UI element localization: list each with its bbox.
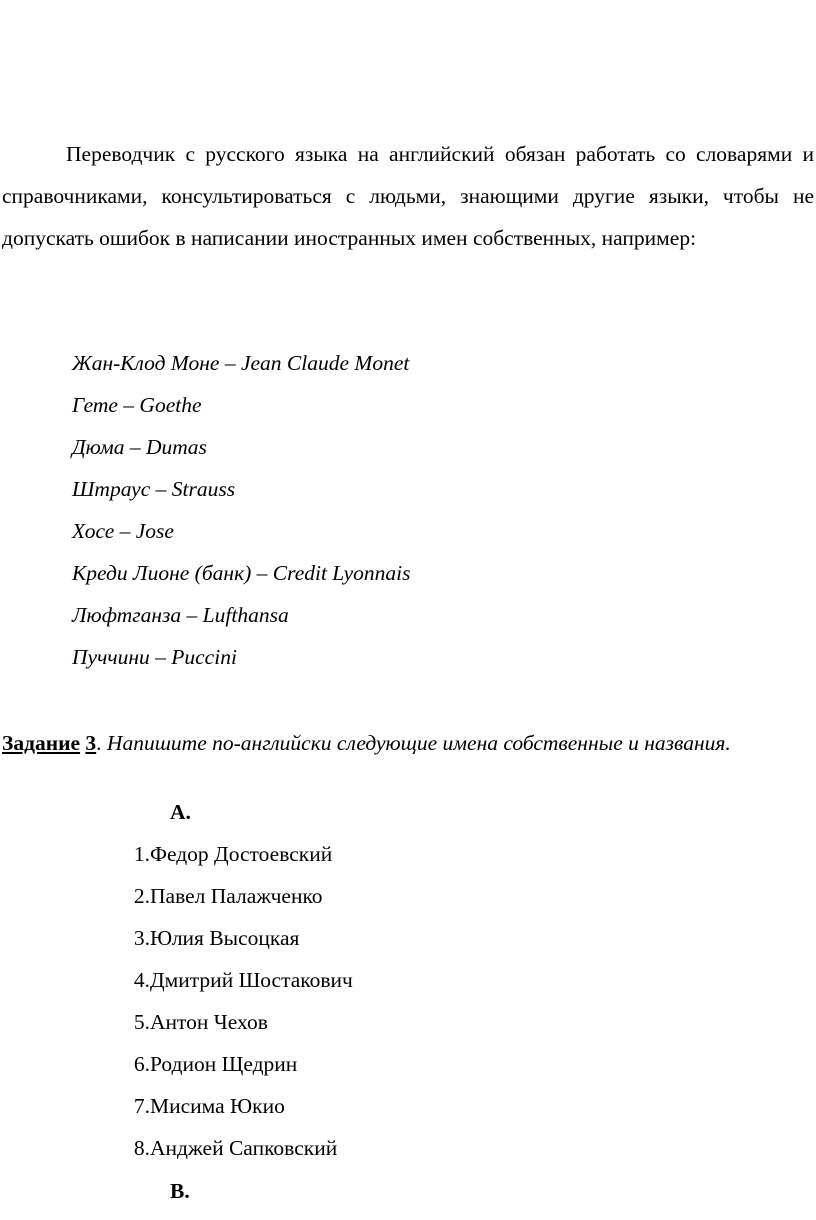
- list-item: [110, 917, 353, 959]
- list-item: [110, 833, 353, 875]
- section-a-label: А.: [170, 800, 191, 824]
- example-item: Гете – Goethe: [72, 393, 202, 417]
- item-text: Павел Палажченко: [150, 884, 323, 908]
- section-b-label: В.: [170, 1179, 190, 1203]
- list-item: [110, 1127, 353, 1169]
- task-instruction: Напишите по-английски следующие имена собственные и названия.: [101, 731, 731, 755]
- task-heading: [2, 730, 802, 756]
- item-text: Дмитрий Шостакович: [150, 968, 353, 992]
- list-item: [110, 875, 353, 917]
- example-item: Хосе – Jose: [72, 519, 174, 543]
- item-number: 4.: [133, 968, 150, 992]
- example-item: Штраус – Strauss: [72, 477, 236, 501]
- example-item: Дюма – Dumas: [72, 435, 207, 459]
- item-number: 7.: [133, 1094, 150, 1118]
- example-item: Люфтганза – Lufthansa: [72, 603, 289, 627]
- examples-list: [72, 342, 411, 678]
- example-item: Пуччини – Puccini: [72, 645, 237, 669]
- example-item: Жан-Клод Моне – Jean Claude Monet: [72, 351, 410, 375]
- item-number: 8.: [133, 1136, 150, 1160]
- item-number: 1.: [133, 842, 150, 866]
- item-text: Мисима Юкио: [150, 1094, 285, 1118]
- item-text: Федор Достоевский: [150, 842, 333, 866]
- task-separator: .: [96, 731, 102, 755]
- example-item: Креди Лионе (банк) – Credit Lyonnais: [72, 561, 411, 585]
- intro-paragraph: Переводчик с русского языка на английский обязан работать со словарями и справочниками, консультироваться с людьми, знающими другие языки, чтобы не допускать ошибок в написании иностранных имен собственных, например:: [2, 142, 814, 250]
- item-text: Родион Щедрин: [150, 1052, 298, 1076]
- list-item: [110, 1001, 353, 1043]
- item-number: 2.: [133, 884, 150, 908]
- item-text: Антон Чехов: [150, 1010, 268, 1034]
- names-list: [110, 833, 353, 1169]
- item-number: 6.: [133, 1052, 150, 1076]
- list-item: [110, 1043, 353, 1085]
- task-number: 3: [85, 731, 97, 755]
- item-number: 3.: [133, 926, 150, 950]
- item-number: 5.: [133, 1010, 150, 1034]
- task-label: Задание: [2, 731, 81, 755]
- list-item: [110, 1085, 353, 1127]
- item-text: Юлия Высоцкая: [150, 926, 300, 950]
- list-item: [110, 959, 353, 1001]
- item-text: Анджей Сапковский: [150, 1136, 338, 1160]
